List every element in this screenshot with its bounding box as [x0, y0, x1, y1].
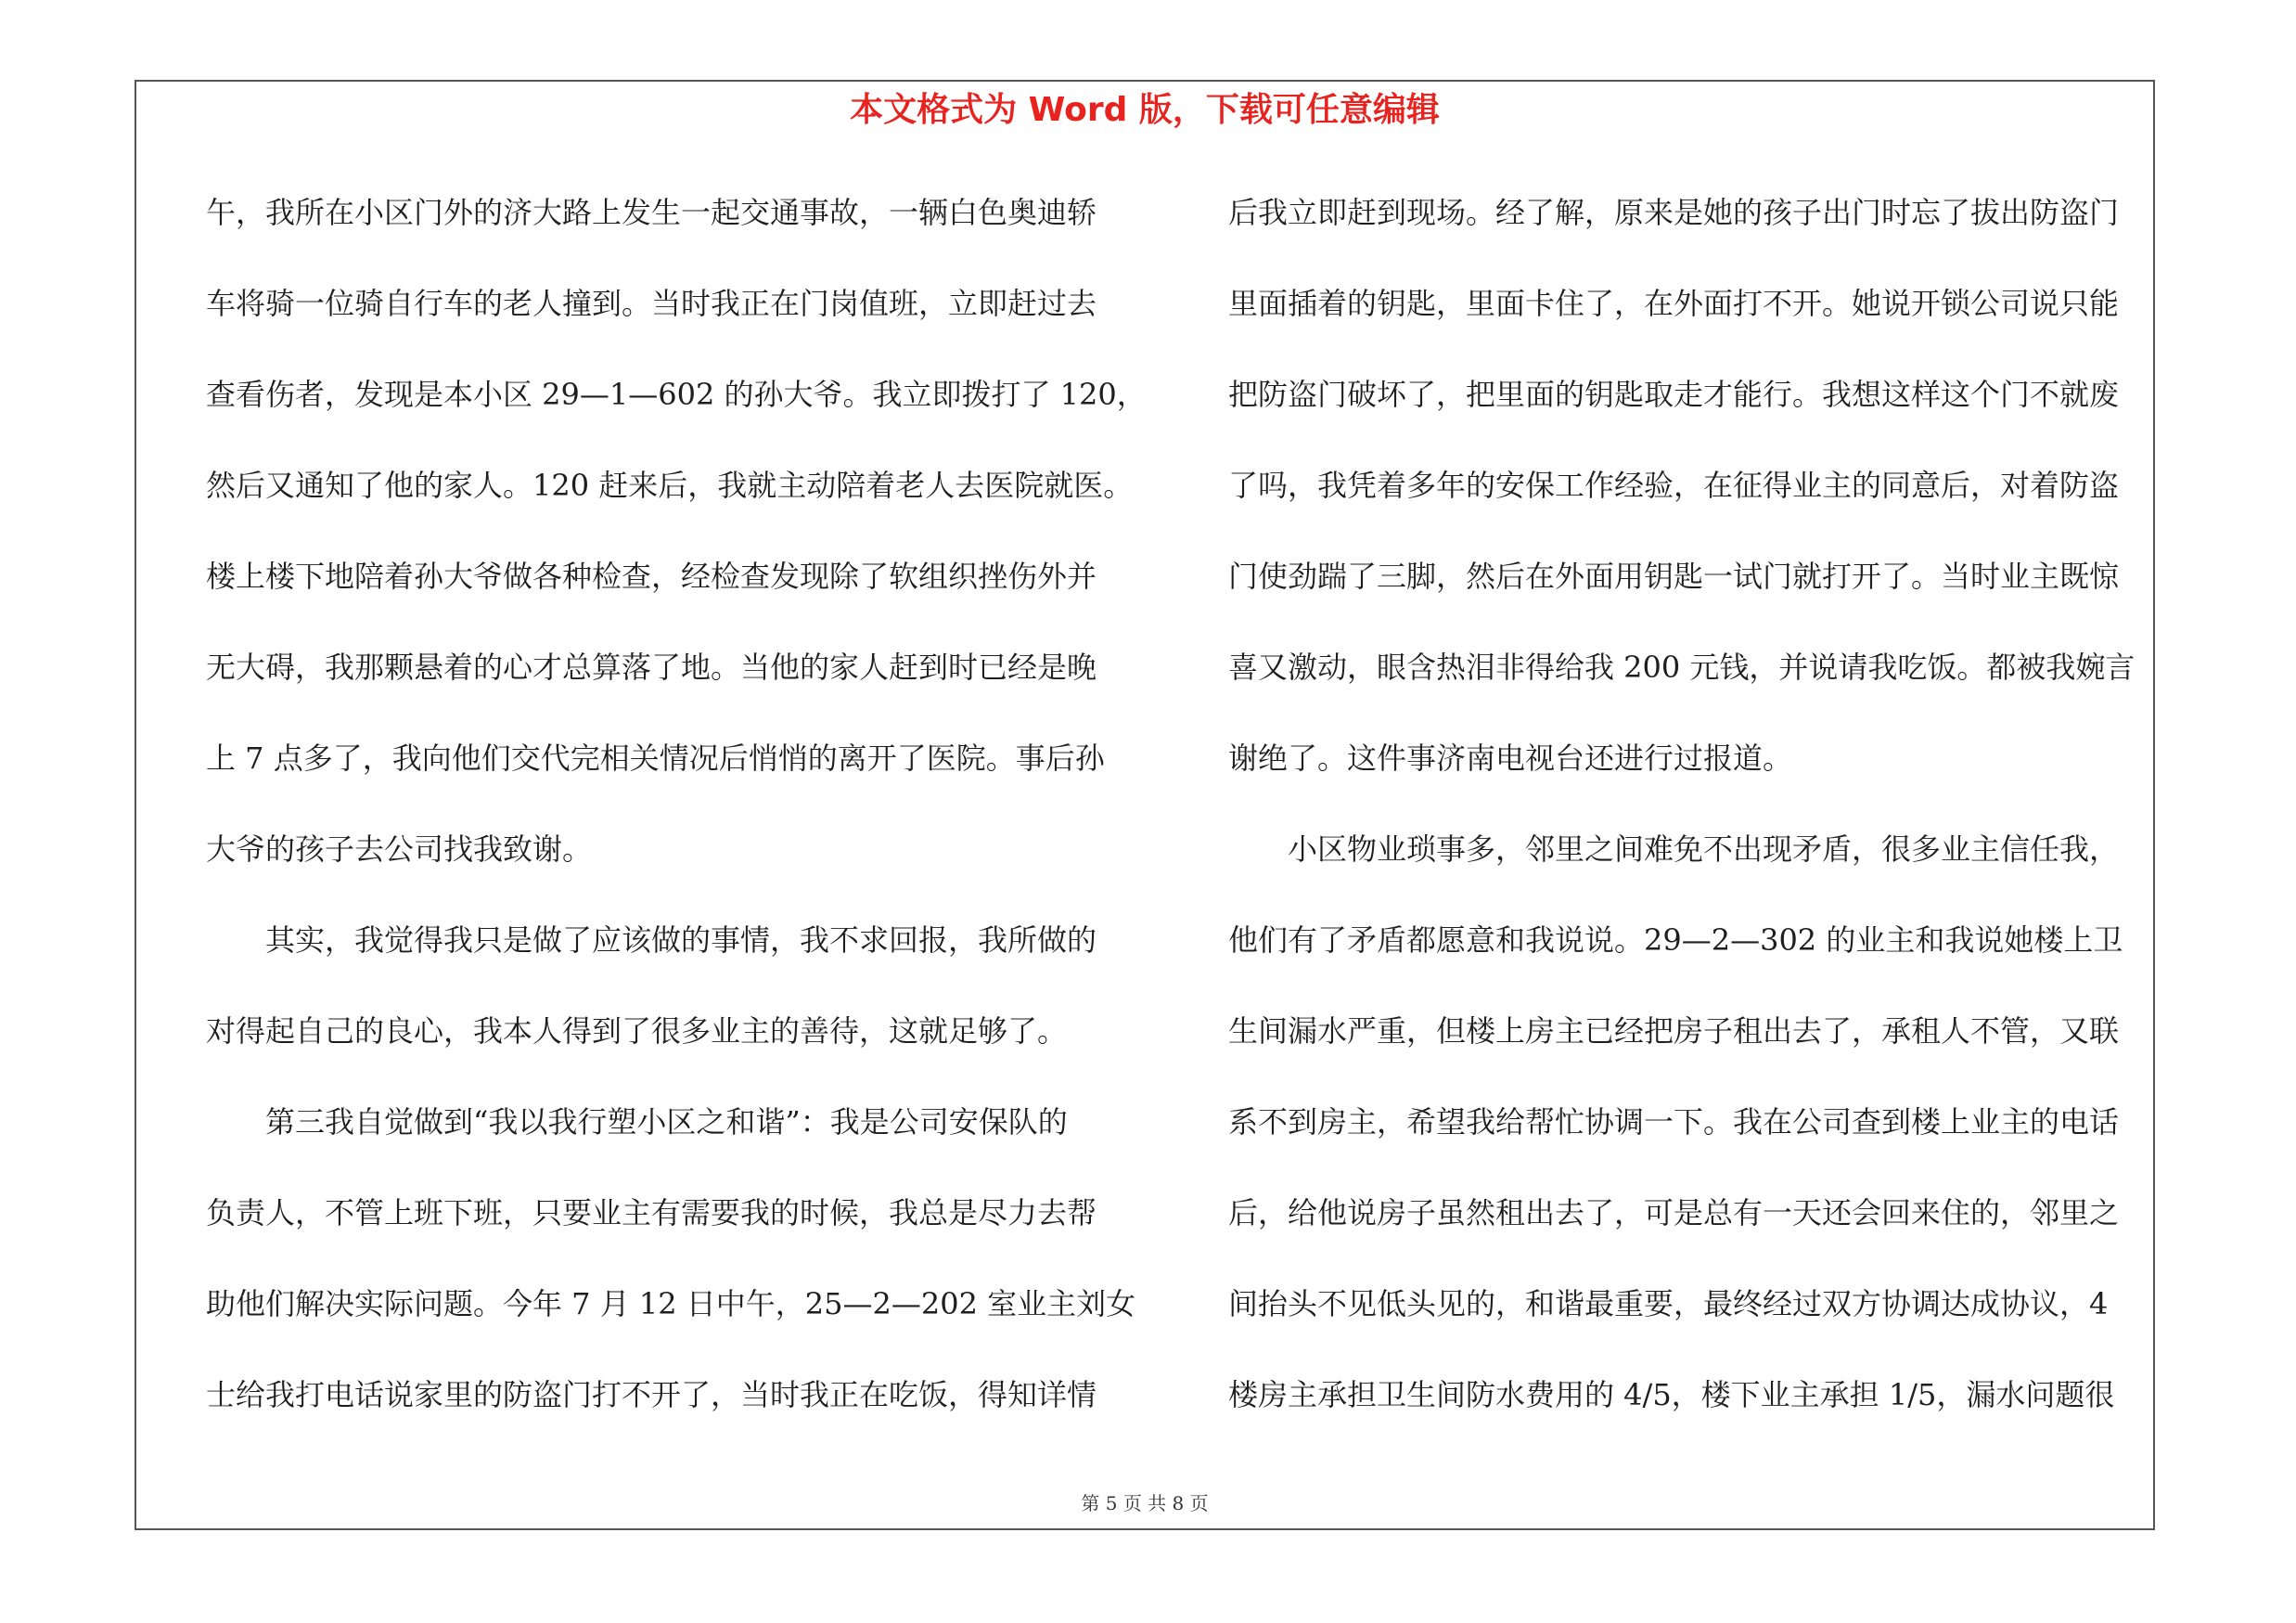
page-number: 第 5 页 共 8 页 [1081, 1492, 1209, 1514]
text-line: 士给我打电话说家里的防盗门打不开了，当时我正在吃饭，得知详情 [206, 1377, 1097, 1412]
text-line: 把防盗门破坏了，把里面的钥匙取走才能行。我想这样这个门不就废 [1228, 377, 2120, 412]
text-line: 对得起自己的良心，我本人得到了很多业主的善待，这就足够了。 [206, 1013, 1068, 1049]
text-line: 楼上楼下地陪着孙大爷做各种检查，经检查发现除了软组织挫伤外并 [206, 559, 1097, 594]
text-line: 助他们解决实际问题。今年 7 月 12 日中午，25—2—202 室业主刘女 [206, 1286, 1136, 1321]
text-line: 了吗，我凭着多年的安保工作经验，在征得业主的同意后，对着防盗 [1228, 468, 2120, 503]
text-line: 里面插着的钥匙，里面卡住了，在外面打不开。她说开锁公司说只能 [1228, 286, 2120, 321]
right-text-column [1228, 167, 2148, 1440]
text-line: 喜又激动，眼含热泪非得给我 200 元钱，并说请我吃饭。都被我婉言 [1228, 650, 2136, 685]
text-line: 上 7 点多了，我向他们交代完相关情况后悄悄的离开了医院。事后孙 [206, 741, 1105, 776]
text-line: 大爷的孩子去公司找我致谢。 [206, 831, 593, 867]
text-line: 然后又通知了他的家人。120 赶来后，我就主动陪着老人去医院就医。 [206, 468, 1134, 503]
text-line: 小区物业琐事多，邻里之间难免不出现矛盾，很多业主信任我， [1228, 831, 2120, 867]
text-line: 门使劲踹了三脚，然后在外面用钥匙一试门就打开了。当时业主既惊 [1228, 559, 2120, 594]
text-line: 其实，我觉得我只是做了应该做的事情，我不求回报，我所做的 [206, 922, 1097, 958]
text-line: 午，我所在小区门外的济大路上发生一起交通事故，一辆白色奥迪轿 [206, 195, 1097, 230]
text-line: 生间漏水严重，但楼上房主已经把房子租出去了，承租人不管，又联 [1228, 1013, 2120, 1049]
text-line: 他们有了矛盾都愿意和我说说。29—2—302 的业主和我说她楼上卫 [1228, 922, 2123, 958]
text-line: 楼房主承担卫生间防水费用的 4/5，楼下业主承担 1/5，漏水问题很 [1228, 1377, 2115, 1412]
text-line: 后，给他说房子虽然租出去了，可是总有一天还会回来住的，邻里之 [1228, 1195, 2120, 1230]
text-line: 负责人，不管上班下班，只要业主有需要我的时候，我总是尽力去帮 [206, 1195, 1097, 1230]
text-line: 无大碍，我那颗悬着的心才总算落了地。当他的家人赶到时已经是晚 [206, 650, 1097, 685]
text-line: 车将骑一位骑自行车的老人撞到。当时我正在门岗值班，立即赶过去 [206, 286, 1097, 321]
text-line: 间抬头不见低头见的，和谐最重要，最终经过双方协调达成协议，4 [1228, 1286, 2109, 1321]
left-text-column [206, 167, 1147, 1440]
text-line: 查看伤者，发现是本小区 29—1—602 的孙大爷。我立即拨打了 120， [206, 377, 1147, 412]
text-line: 第三我自觉做到“我以我行塑小区之和谐”：我是公司安保队的 [206, 1104, 1068, 1140]
text-line: 系不到房主，希望我给帮忙协调一下。我在公司查到楼上业主的电话 [1228, 1104, 2120, 1140]
header-banner: 本文格式为 Word 版，下载可任意编辑 [850, 91, 1440, 129]
text-line: 谢绝了。这件事济南电视台还进行过报道。 [1228, 741, 1793, 776]
text-line: 后我立即赶到现场。经了解，原来是她的孩子出门时忘了拔出防盗门 [1228, 195, 2120, 230]
